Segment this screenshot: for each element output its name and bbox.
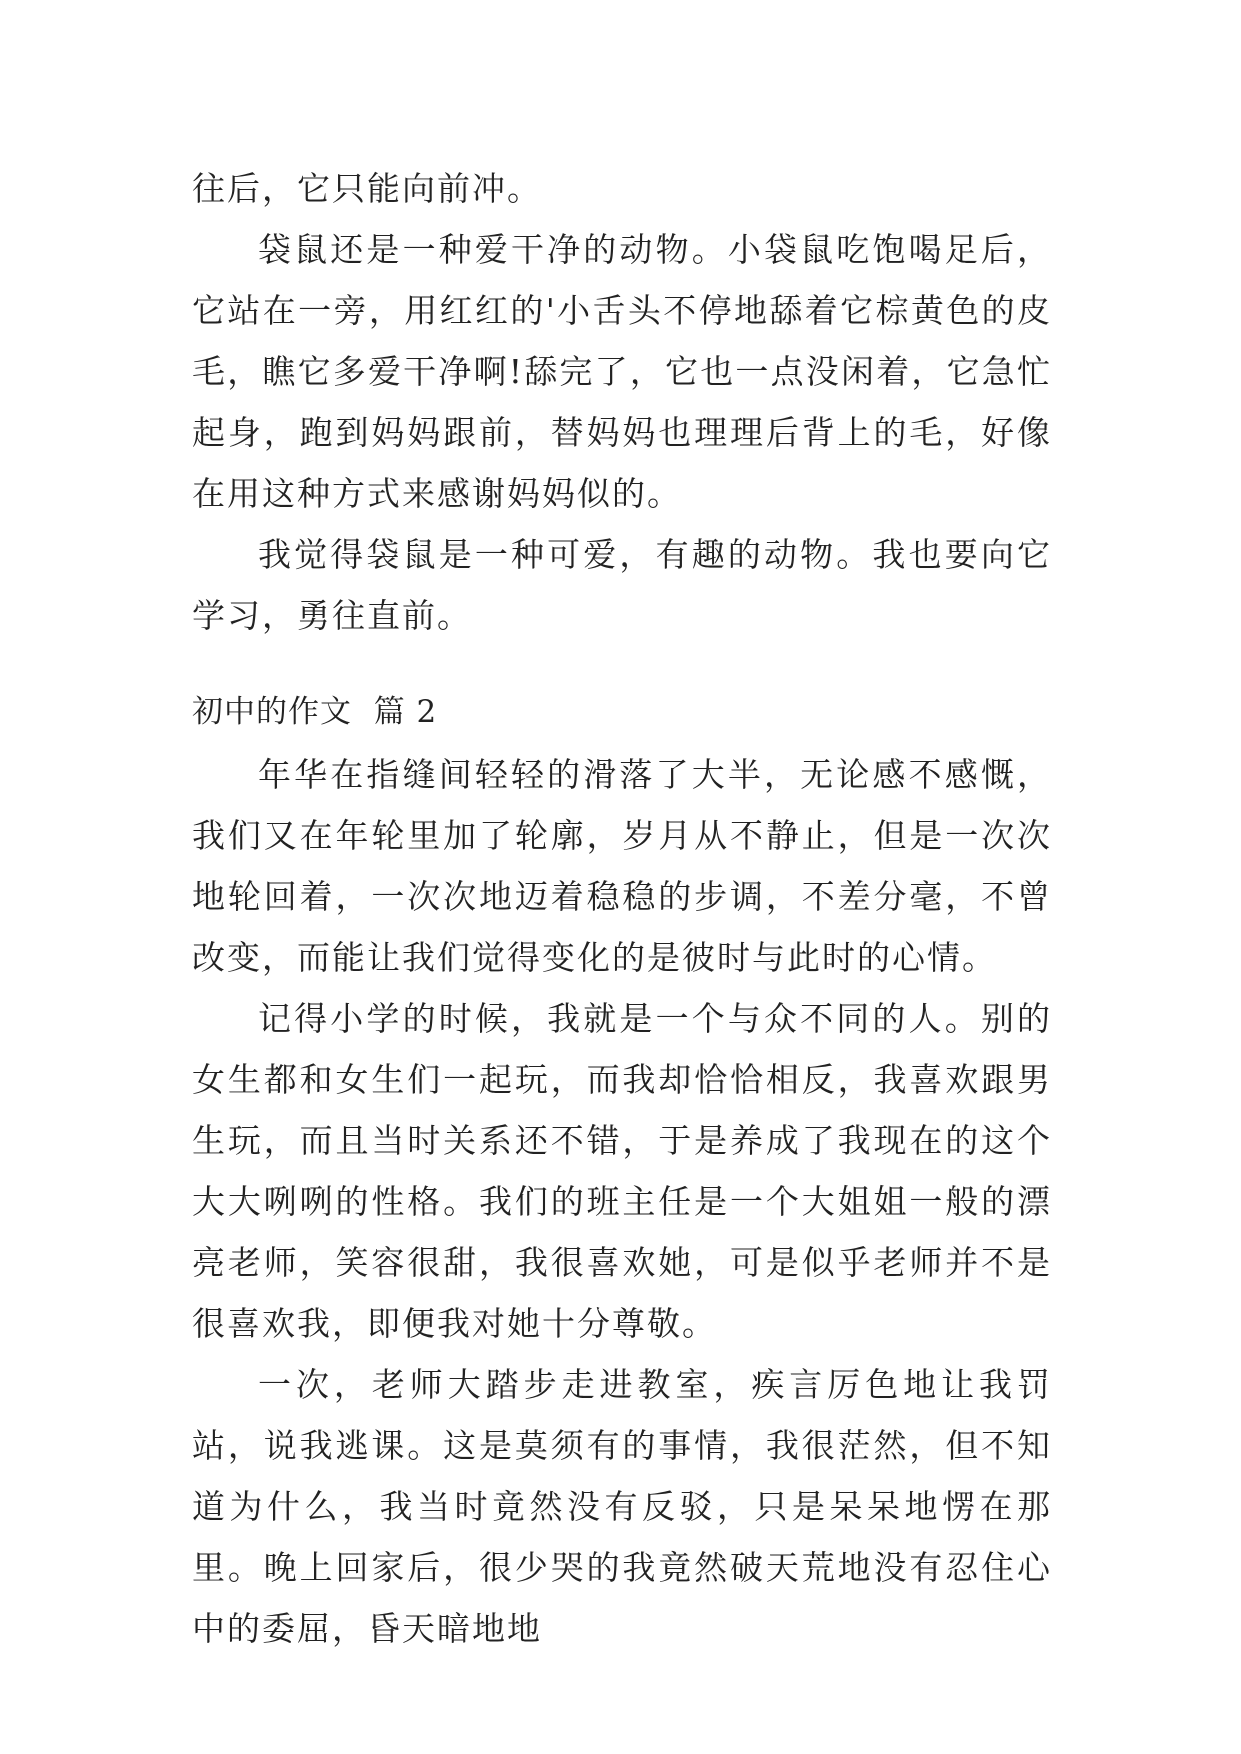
paragraph: 我觉得袋鼠是一种可爱，有趣的动物。我也要向它学习，勇往直前。 [192, 535, 1052, 635]
section-heading: 初中的作文 篇 2 [192, 694, 438, 730]
paragraph-continuation: 往后，它只能向前冲。 [192, 169, 542, 208]
essay-part-1 [192, 158, 1052, 646]
paragraph: 记得小学的时候，我就是一个与众不同的人。别的女生都和女生们一起玩，而我却恰恰相反，我喜欢跟男生玩，而且当时关系还不错，于是养成了我现在的这个大大咧咧的性格。我们的班主任是一个大姐姐一般的漂亮老师，笑容很甜，我很喜欢她，可是似乎老师并不是很喜欢我，即便我对她十分尊敬。 [192, 999, 1052, 1343]
essay-part-2 [192, 744, 1052, 1659]
paragraph: 袋鼠还是一种爱干净的动物。小袋鼠吃饱喝足后，它站在一旁，用红红的'小舌头不停地舔着它棕黄色的皮毛，瞧它多爱干净啊!舔完了，它也一点没闲着，它急忙起身，跑到妈妈跟前，替妈妈也理理后背上的毛，好像在用这种方式来感谢妈妈似的。 [192, 230, 1052, 513]
paragraph: 一次，老师大踏步走进教室，疾言厉色地让我罚站，说我逃课。这是莫须有的事情，我很茫然，但不知道为什么，我当时竟然没有反驳，只是呆呆地愣在那里。晚上回家后，很少哭的我竟然破天荒地没有忍住心中的委屈，昏天暗地地 [192, 1365, 1052, 1648]
paragraph: 年华在指缝间轻轻的滑落了大半，无论感不感慨，我们又在年轮里加了轮廓，岁月从不静止，但是一次次地轮回着，一次次地迈着稳稳的步调，不差分毫，不曾改变，而能让我们觉得变化的是彼时与此时的心情。 [192, 755, 1052, 977]
